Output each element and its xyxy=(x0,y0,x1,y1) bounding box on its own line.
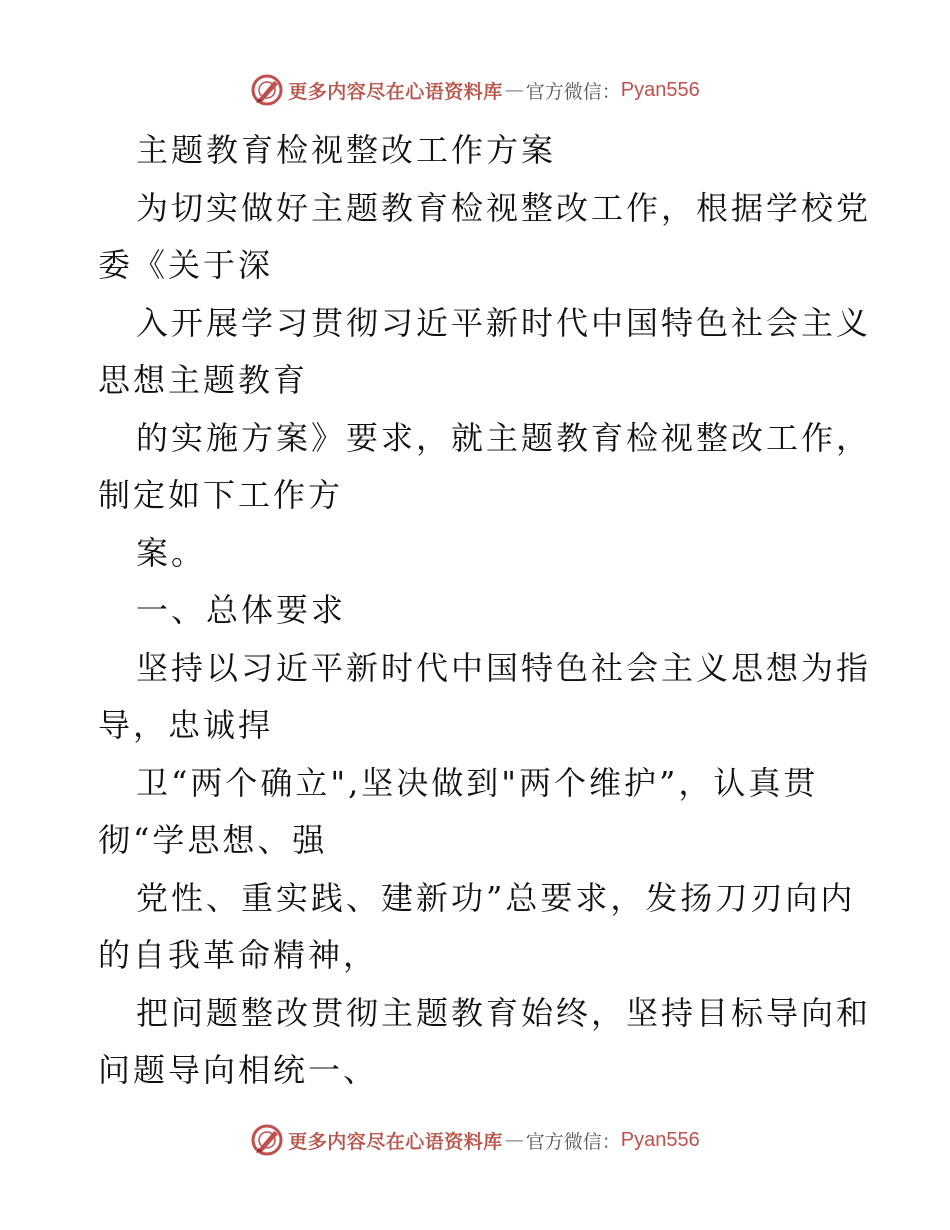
wechat-label: 官方微信： xyxy=(525,1130,621,1153)
wechat-id: Pyan556 xyxy=(620,1128,700,1151)
pen-seal-icon xyxy=(250,73,284,107)
paragraph-line: 入开展学习贯彻习近平新时代中国特色社会主义 xyxy=(136,303,872,342)
paragraph-line: 的实施方案》要求，就主题教育检视整改工作， xyxy=(136,418,872,457)
paragraph-line: 的自我革命精神， xyxy=(98,936,379,974)
promo-text: 更多内容尽在心语资料库 xyxy=(288,80,503,103)
paragraph-line: 坚持以习近平新时代中国特色社会主义思想为指 xyxy=(136,648,872,687)
banner-dash: — xyxy=(504,79,524,101)
section-heading: 一、总体要求 xyxy=(136,591,347,629)
paragraph-line: 问题导向相统一、 xyxy=(98,1051,379,1089)
paragraph-line: 党性、重实践、建新功”总要求，发扬刀刃向内 xyxy=(136,878,856,917)
banner-dash: — xyxy=(504,1129,524,1151)
promo-text: 更多内容尽在心语资料库 xyxy=(288,1130,503,1153)
footer-banner xyxy=(0,1120,950,1160)
paragraph-line: 彻“学思想、强 xyxy=(98,821,328,859)
paragraph-line: 卫“两个确立",坚决做到"两个维护”，认真贯 xyxy=(136,763,819,802)
paragraph-line: 把问题整改贯彻主题教育始终，坚持目标导向和 xyxy=(136,993,872,1032)
pen-seal-icon xyxy=(250,1123,284,1157)
header-banner xyxy=(0,70,950,110)
paragraph-line: 为切实做好主题教育检视整改工作，根据学校党 xyxy=(136,188,872,227)
paragraph-line: 委《关于深 xyxy=(98,246,274,284)
paragraph-line: 导，忠诚捍 xyxy=(98,706,274,744)
document-title: 主题教育检视整改工作方案 xyxy=(136,131,557,169)
paragraph-line: 思想主题教育 xyxy=(98,361,309,399)
paragraph-line: 案。 xyxy=(136,533,207,572)
wechat-label: 官方微信： xyxy=(525,80,621,103)
document-body xyxy=(98,122,872,1100)
paragraph-line: 制定如下工作方 xyxy=(98,476,344,514)
wechat-id: Pyan556 xyxy=(620,78,700,101)
